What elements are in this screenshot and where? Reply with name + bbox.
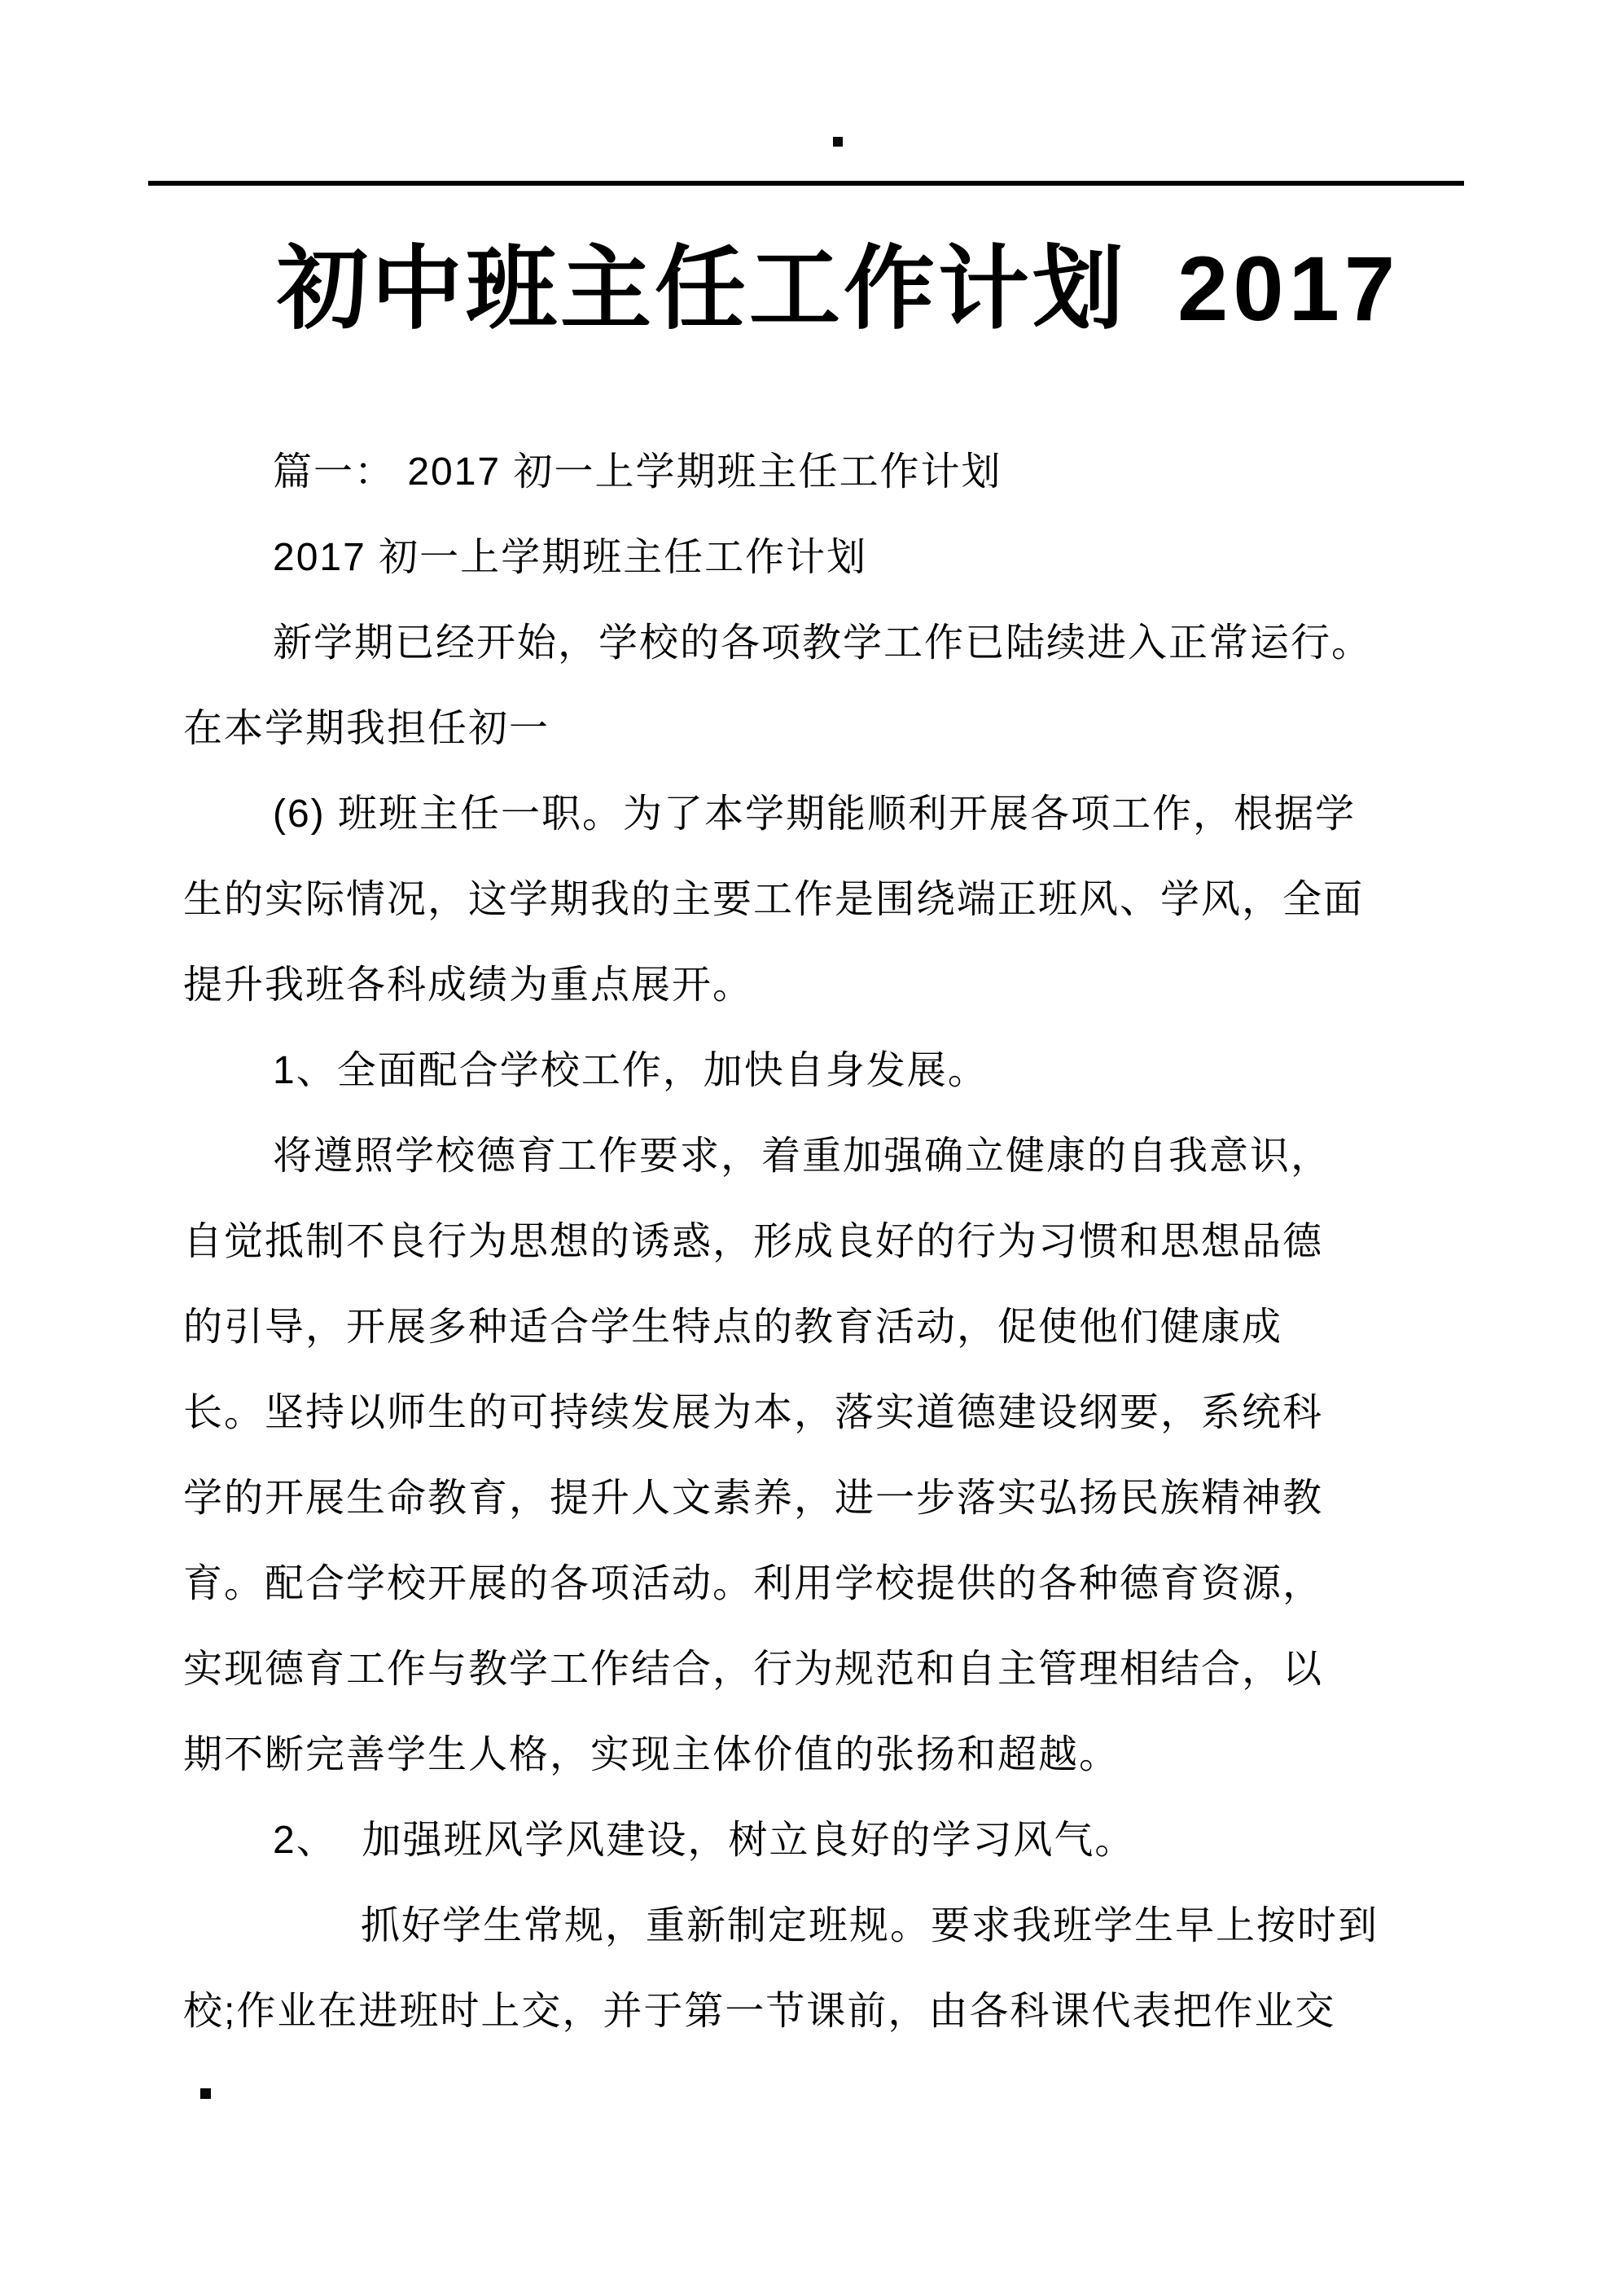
document-line: 1、全面配合学校工作，加快自身发展。 xyxy=(273,1049,989,1092)
scan-artifact-dot-bottom xyxy=(200,2088,211,2099)
document-line: 生的实际情况，这学期我的主要工作是围绕端正班风、学风，全面 xyxy=(183,878,1365,921)
document-line: 长。坚持以师生的可持续发展为本，落实道德建设纲要，系统科 xyxy=(183,1391,1324,1434)
header-rule xyxy=(148,181,1464,186)
document-line: 育。配合学校开展的各项活动。利用学校提供的各种德育资源， xyxy=(183,1562,1324,1605)
document-line: 校;作业在进班时上交，并于第一节课前，由各科课代表把作业交 xyxy=(183,1990,1336,2033)
document-line: 2017 初一上学期班主任工作计划 xyxy=(273,536,868,579)
document-line: 期不断完善学生人格，实现主体价值的张扬和超越。 xyxy=(183,1733,1120,1776)
document-line: 将遵照学校德育工作要求，着重加强确立健康的自我意识， xyxy=(273,1135,1332,1178)
page-title-main: 初中班主任工作计划 xyxy=(277,238,1127,340)
page-title xyxy=(277,232,1400,346)
scan-artifact-dot-top xyxy=(833,137,843,147)
document-line: 篇一： 2017 初一上学期班主任工作计划 xyxy=(273,450,1002,494)
document-line: 2、 加强班风学风建设，树立良好的学习风气。 xyxy=(273,1819,1136,1862)
document-line: 实现德育工作与教学工作结合，行为规范和自主管理相结合，以 xyxy=(183,1648,1324,1691)
document-line: 新学期已经开始，学校的各项教学工作已陆续进入正常运行。 xyxy=(273,621,1373,665)
document-line: 的引导，开展多种适合学生特点的教育活动，促使他们健康成 xyxy=(183,1306,1283,1349)
document-line: 提升我班各科成绩为重点展开。 xyxy=(183,964,754,1007)
document-line: 在本学期我担任初一 xyxy=(183,707,550,750)
document-line: (6) 班班主任一职。为了本学期能顺利开展各项工作，根据学 xyxy=(273,792,1357,836)
document-line: 学的开展生命教育，提升人文素养，进一步落实弘扬民族精神教 xyxy=(183,1477,1324,1520)
page-title-year: 2017 xyxy=(1177,238,1401,340)
document-line: 抓好学生常规，重新制定班规。要求我班学生早上按时到 xyxy=(361,1904,1379,1947)
document-line: 自觉抵制不良行为思想的诱惑，形成良好的行为习惯和思想品德 xyxy=(183,1220,1324,1263)
document-body xyxy=(183,429,1478,2054)
